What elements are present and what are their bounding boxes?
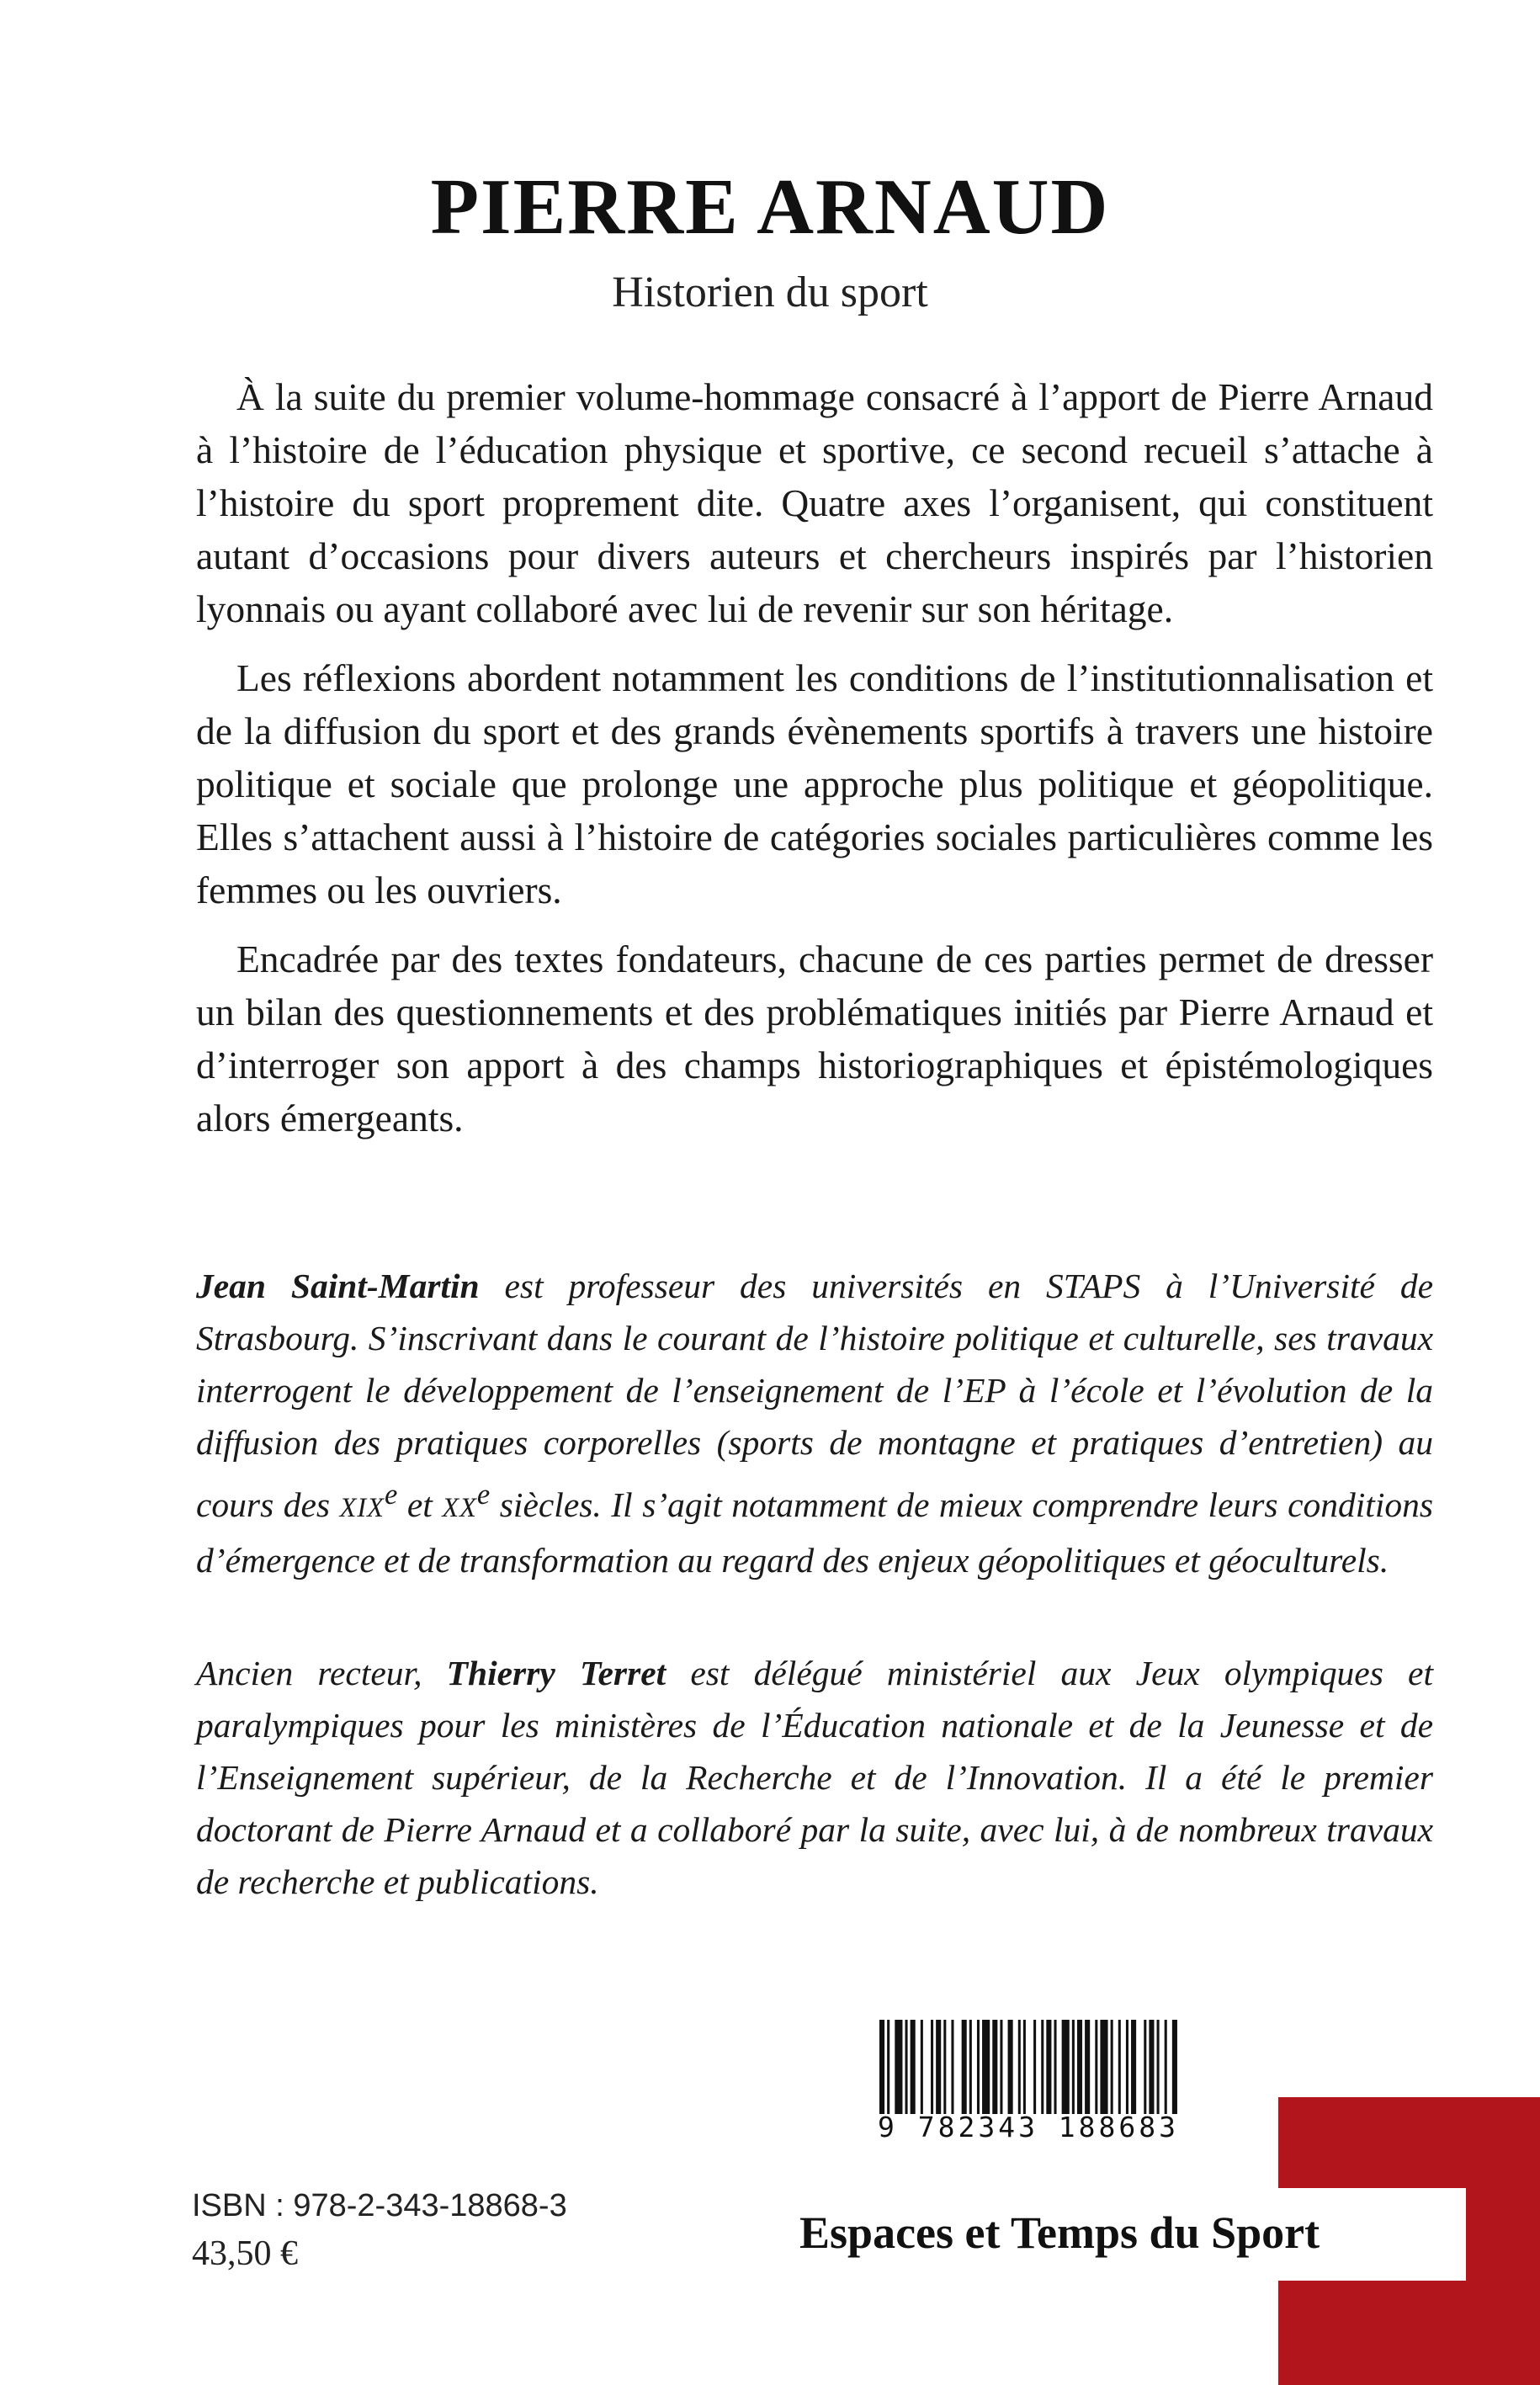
century-superscript: e — [476, 1479, 491, 1511]
author-name: Thierry Terret — [446, 1654, 666, 1692]
barcode-bar — [977, 2020, 980, 2114]
barcode-bar — [1149, 2020, 1154, 2114]
barcode-bar — [905, 2020, 908, 2114]
barcode-bar — [982, 2020, 990, 2114]
barcode-bar — [1041, 2020, 1043, 2114]
barcode-bar — [1023, 2020, 1026, 2114]
century-numeral: XX — [442, 1492, 477, 1523]
barcode-bar — [1118, 2020, 1121, 2114]
book-title: PIERRE ARNAUD — [430, 163, 1110, 251]
barcode-bar — [1000, 2020, 1002, 2114]
barcode-bar — [887, 2020, 889, 2114]
summary-text — [196, 370, 1433, 1161]
barcode-bar — [1095, 2020, 1097, 2114]
barcode-bar — [951, 2020, 953, 2114]
bio-text: est délégué ministériel aux Jeux olympiques et paralympiques pour les ministères de l’Éducation nationale et de la Jeunesse et de l’Enseignement supérieur, de la Recherche et de l’Innovation. Il a été le premier doctorant de Pierre Arnaud et a collaboré par la suite, avec lui, à de nombreux travaux de recherche et publications. — [196, 1654, 1434, 1901]
summary-paragraph-1: À la suite du premier volume-hommage consacré à l’apport de Pierre Arnaud à l’histoire de l’éducation physique et sportive, ce second recueil s’attache à l’histoire du sport proprement dite. Quatre axes l’organisent, qui constituent autant d’occasions pour divers auteurs et chercheurs inspirés par l’historien lyonnais ou ayant collaboré avec lui de revenir sur son héritage. — [196, 375, 1433, 630]
barcode-bar — [936, 2020, 941, 2114]
barcode-bar — [1054, 2020, 1056, 2114]
barcode-bar — [1077, 2020, 1082, 2114]
barcode-bar — [1033, 2020, 1036, 2114]
isbn-barcode — [873, 2018, 1187, 2154]
barcode-bar — [992, 2020, 997, 2114]
barcode-bar — [969, 2020, 972, 2114]
isbn-label: ISBN : 978-2-343-18868-3 — [192, 2188, 567, 2223]
book-subtitle: Historien du sport — [612, 268, 928, 316]
barcode-bar — [1111, 2020, 1113, 2114]
barcode-digits: 9 782343 188683 — [878, 2111, 1180, 2143]
barcode-bar — [1018, 2020, 1021, 2114]
barcode-bar — [1131, 2020, 1136, 2114]
barcode-bar — [962, 2020, 967, 2114]
price-label: 43,50 € — [192, 2234, 298, 2273]
barcode-bar — [1165, 2020, 1167, 2114]
barcode-bar — [931, 2020, 933, 2114]
barcode-bars — [879, 2020, 1180, 2114]
barcode-bar — [1157, 2020, 1160, 2114]
bio-text: est professeur des universités en STAPS à l’Université de Strasbourg. S’inscrivant dans le courant de l’histoire politique et culturelle, ses travaux interrogent le développement de l’enseignement de l’EP à l’école et l’évolution de la diffusion des pratiques corporelles (sports de montagne et pratiques d’entretien) au cours des — [196, 1267, 1433, 1524]
summary-paragraph-3: Encadrée par des textes fondateurs, chacune de ces parties permet de dresser un bilan des questionnements et des problématiques initiés par Pierre Arnaud et d’interroger son apport à des champs historiographiques et épistémologiques alors émergeants. — [196, 938, 1433, 1139]
barcode-bar — [1046, 2020, 1051, 2114]
bio-text: siècles. Il s’agit notamment de mieux comprendre leurs conditions d’émergence et de transformation au regard des enjeux géopolitiques et géoculturels. — [196, 1485, 1433, 1580]
barcode-bar — [895, 2020, 902, 2114]
author-bio-saint-martin — [196, 1260, 1433, 1586]
author-name: Jean Saint-Martin — [196, 1267, 480, 1305]
bio-text: et — [397, 1485, 443, 1524]
barcode-bar — [1144, 2020, 1146, 2114]
barcode-bar — [943, 2020, 946, 2114]
series-title: Espaces et Temps du Sport — [799, 2207, 1320, 2258]
bio-text: Ancien recteur, — [196, 1654, 447, 1692]
barcode-bar — [911, 2020, 916, 2114]
barcode-bar — [1072, 2020, 1075, 2114]
century-numeral: XIX — [339, 1492, 385, 1523]
barcode-bar — [1085, 2020, 1090, 2114]
barcode-bar — [879, 2020, 884, 2114]
barcode-bar — [1126, 2020, 1128, 2114]
barcode-bar — [1008, 2020, 1013, 2114]
author-bio-terret — [196, 1647, 1433, 1908]
barcode-bar — [1100, 2020, 1107, 2114]
barcode-bar — [921, 2020, 923, 2114]
barcode-bar — [1172, 2020, 1177, 2114]
century-superscript: e — [384, 1479, 398, 1511]
summary-paragraph-2: Les réflexions abordent notamment les conditions de l’institutionnalisation et de la diffusion du sport et des grands évènements sportifs à travers une histoire politique et sociale que prolonge une approche plus politique et géopolitique. Elles s’attachent aussi à l’histoire de catégories sociales particulières comme les femmes ou les ouvriers. — [196, 656, 1433, 911]
barcode-bar — [1062, 2020, 1070, 2114]
